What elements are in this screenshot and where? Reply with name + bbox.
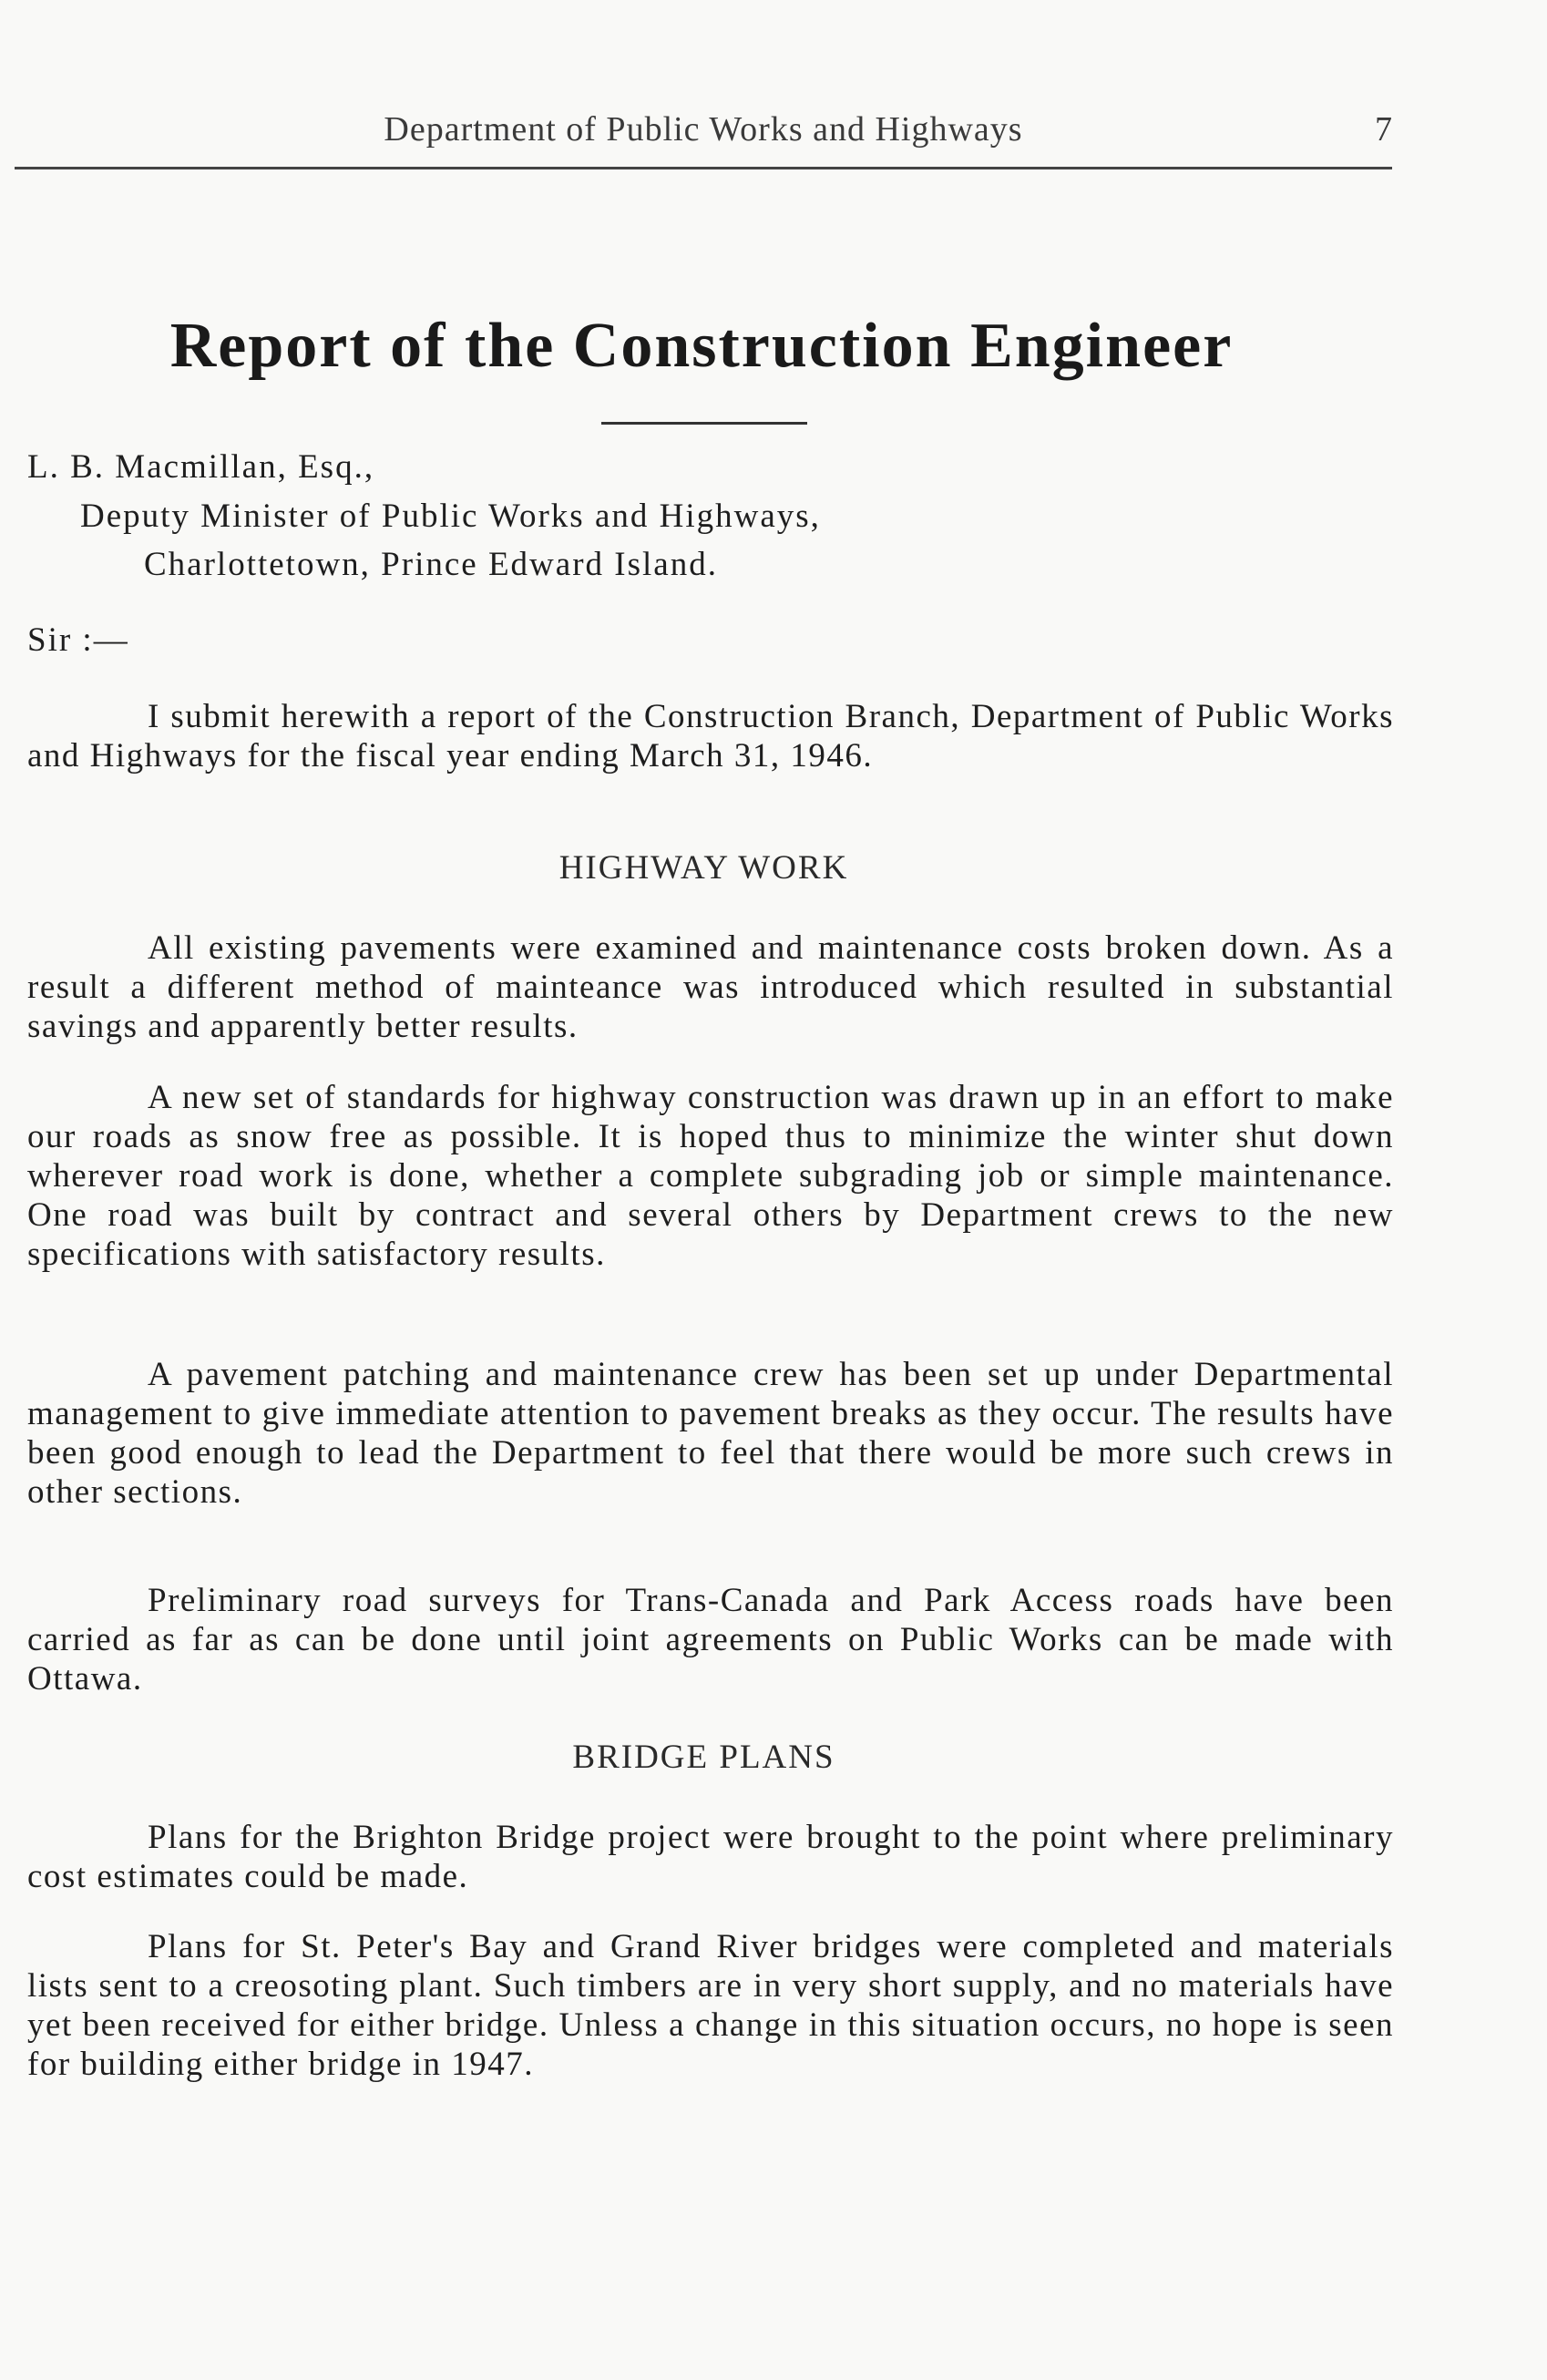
- title-rule: [601, 422, 807, 425]
- paragraph: Plans for St. Peter's Bay and Grand River bridges were completed and materials lists sent to a creosoting plant. Such timbers are in very short supply, and no materials have yet been received for either bridge. Unless a change in this situation occurs, no hope is seen for building either bridge in 1947.: [27, 1928, 1394, 2083]
- intro-block: [27, 697, 1394, 775]
- highway-paragraph-3-block: [27, 1355, 1394, 1512]
- intro-paragraph: I submit herewith a report of the Construction Branch, Department of Public Works and Highways for the fiscal year ending March 31, 1946.: [27, 698, 1394, 775]
- report-title: Report of the Construction Engineer: [169, 311, 1234, 381]
- section-heading-highway-work: HIGHWAY WORK: [558, 849, 849, 887]
- addressee-title: Deputy Minister of Public Works and Highways,: [80, 498, 821, 535]
- bridge-paragraph-2-block: [27, 1927, 1394, 2084]
- addressee-name: L. B. Macmillan, Esq.,: [27, 448, 375, 486]
- addressee-location: Charlottetown, Prince Edward Island.: [144, 546, 718, 583]
- highway-paragraph-1-block: [27, 928, 1394, 1046]
- paragraph: All existing pavements were examined and maintenance costs broken down. As a result a different method of mainteance was introduced which resulted in substantial savings and apparently better results.: [27, 929, 1394, 1045]
- bridge-paragraph-1-block: [27, 1818, 1394, 1896]
- paragraph: A pavement patching and maintenance crew has been set up under Departmental management to give immediate attention to pavement breaks as they occur. The results have been good enough to lead the Department to feel that there would be more such crews in other sections.: [27, 1356, 1394, 1511]
- highway-paragraph-2-block: [27, 1078, 1394, 1274]
- paragraph: A new set of standards for highway construction was drawn up in an effort to make our roads as snow free as possible. It is hoped thus to minimize the winter shut down wherever road work is done, whether a complete subgrading job or simple maintenance. One road was built by contract and several others by Department crews to the new specifications with satisfactory results.: [27, 1079, 1394, 1273]
- page-number: 7: [1375, 110, 1392, 149]
- paragraph: Preliminary road surveys for Trans-Canada and Park Access roads have been carried as far as can be done until joint agreements on Public Works can be made with Ottawa.: [27, 1582, 1394, 1698]
- header-rule: [15, 167, 1392, 169]
- paragraph: Plans for the Brighton Bridge project were brought to the point where preliminary cost estimates could be made.: [27, 1819, 1394, 1895]
- salutation: Sir :—: [27, 621, 129, 659]
- running-title: Department of Public Works and Highways: [384, 110, 1023, 149]
- running-header: [15, 109, 1392, 164]
- highway-paragraph-4-block: [27, 1581, 1394, 1698]
- section-heading-bridge-plans: BRIDGE PLANS: [572, 1739, 835, 1776]
